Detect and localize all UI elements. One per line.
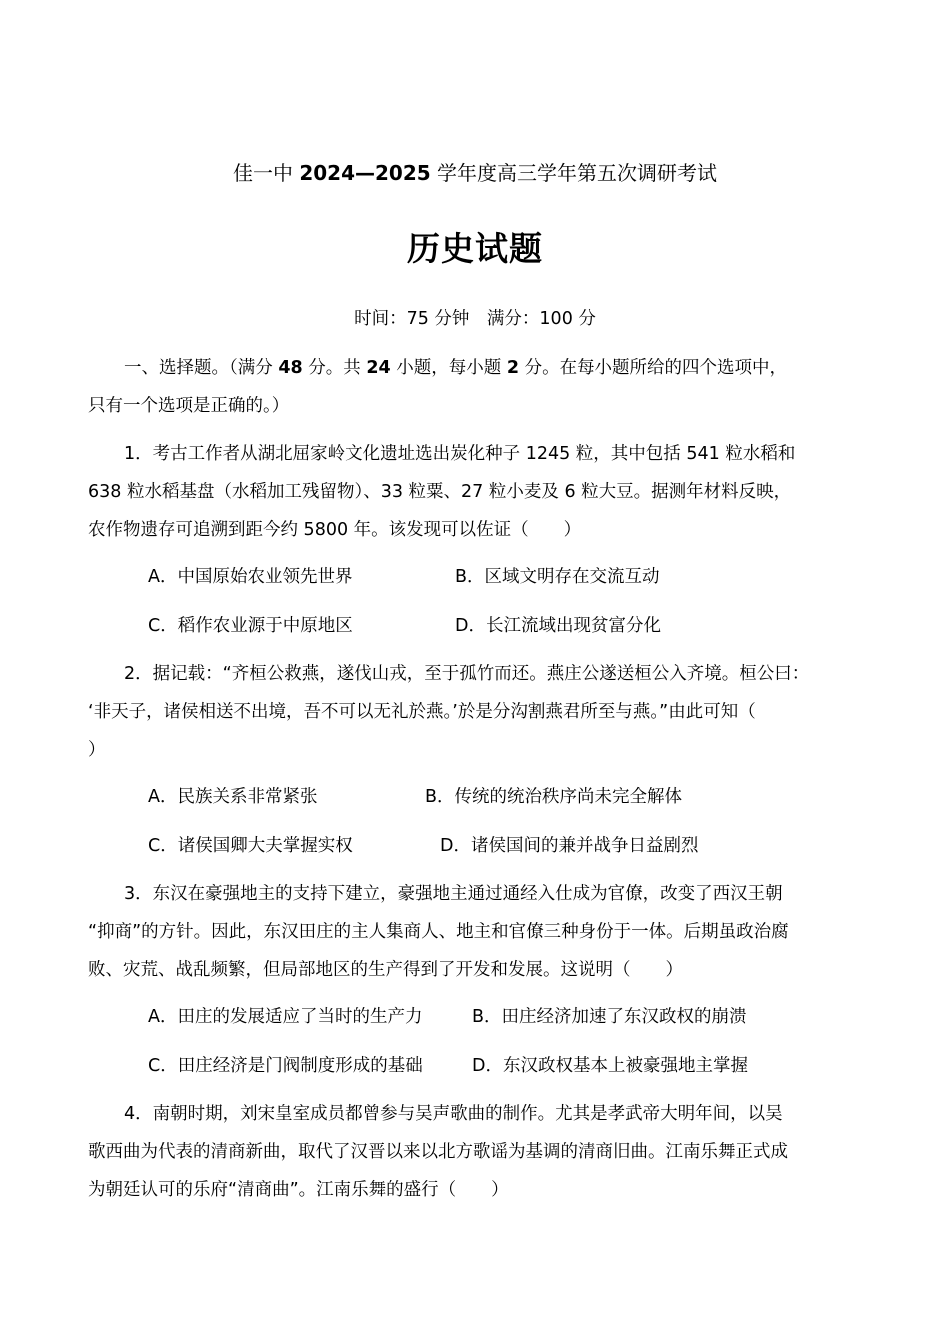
question-line: 为朝廷认可的乐府“清商曲”。江南乐舞的盛行（ ）: [88, 1180, 509, 1200]
question-3-stem: [88, 875, 868, 989]
page-title: 历史试题: [407, 229, 543, 268]
question-1-option-a: A．中国原始农业领先世界: [148, 567, 353, 587]
header-years: 2024—2025: [299, 161, 431, 185]
question-2-option-d: D．诸侯国间的兼并战争日益剧烈: [440, 836, 699, 856]
question-line: 1．考古工作者从湖北屈家岭文化遗址选出炭化种子 1245 粒，其中包括 541 粒水稻和: [124, 444, 796, 464]
question-line: ‘非天子，诸侯相送不出境，吾不可以无礼於燕。’於是分沟割燕君所至与燕。”由此可知（: [88, 702, 756, 722]
question-line: 败、灾荒、战乱频繁，但局部地区的生产得到了开发和发展。这说明（ ）: [88, 960, 683, 980]
header-suffix: 学年度高三学年第五次调研考试: [430, 161, 718, 185]
question-line: 4．南朝时期，刘宋皇室成员都曾参与吴声歌曲的制作。尤其是孝武帝大明年间，以吴: [124, 1104, 783, 1124]
question-line: “抑商”的方针。因此，东汉田庄的主人集商人、地主和官僚三种身份于一体。后期虽政治腐: [88, 922, 789, 942]
question-2-option-b: B．传统的统治秩序尚未完全解体: [425, 787, 683, 807]
question-1-option-b: B．区域文明存在交流互动: [455, 567, 660, 587]
exam-header: [0, 158, 950, 188]
section-line-1: 一、选择题。（满分 48 分。共 24 小题，每小题 2 分。在每小题所给的四个选项中，: [124, 358, 788, 378]
question-line: 农作物遗存可追溯到距今约 5800 年。该发现可以佐证（ ）: [88, 520, 582, 540]
question-1-option-c: C．稻作农业源于中原地区: [148, 616, 353, 636]
question-line: ）: [88, 740, 106, 760]
exam-time-score: 时间：75 分钟 满分：100 分: [354, 309, 596, 329]
question-3-option-b: B．田庄经济加速了东汉政权的崩溃: [472, 1007, 747, 1027]
question-3-option-a: A．田庄的发展适应了当时的生产力: [148, 1007, 423, 1027]
question-3-option-c: C．田庄经济是门阀制度形成的基础: [148, 1056, 423, 1076]
question-2-option-a: A．民族关系非常紧张: [148, 787, 318, 807]
question-1-option-d: D．长江流域出现贫富分化: [455, 616, 661, 636]
question-line: 2．据记载：“齐桓公救燕，遂伐山戎，至于孤竹而还。燕庄公遂送桓公入齐境。桓公曰：: [124, 664, 810, 684]
question-1-stem: [88, 435, 868, 549]
header-prefix: 佳一中: [232, 161, 300, 185]
question-2-option-c: C．诸侯国卿大夫掌握实权: [148, 836, 353, 856]
question-line: 歌西曲为代表的清商新曲，取代了汉晋以来以北方歌谣为基调的清商旧曲。江南乐舞正式成: [88, 1142, 788, 1162]
question-3-option-d: D．东汉政权基本上被豪强地主掌握: [472, 1056, 748, 1076]
section-instructions: [88, 349, 868, 425]
question-2-stem: [88, 655, 868, 769]
question-4-stem: [88, 1095, 868, 1209]
section-line-2: 只有一个选项是正确的。）: [88, 396, 290, 416]
question-line: 3．东汉在豪强地主的支持下建立，豪强地主通过通经入仕成为官僚，改变了西汉王朝: [124, 884, 783, 904]
question-line: 638 粒水稻基盘（水稻加工残留物）、33 粒粟、27 粒小麦及 6 粒大豆。据测年材料反映，: [88, 482, 792, 502]
